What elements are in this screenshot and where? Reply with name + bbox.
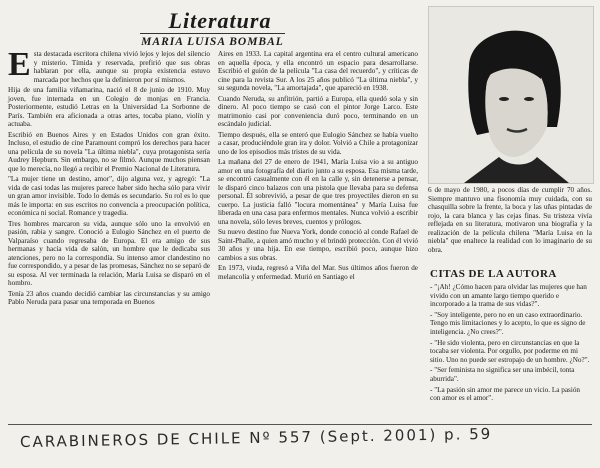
handwritten-source-note: CARABINEROS DE CHILE Nº 557 (Sept. 2001) p. 59 xyxy=(19,424,493,452)
quote-item: - "Soy inteligente, pero no en un caso extraordinario. Tengo mis limitaciones y lo acepto, lo que es signo de inteligencia. ¿No crees?". xyxy=(430,310,586,336)
section-title: Literatura xyxy=(168,8,272,33)
quote-item: - "Ser feminista no significa ser una imbécil, tonta aburrida". xyxy=(430,366,575,383)
paragraph: Escribió en Buenos Aires y en Estados Unidos con gran éxito. Incluso, el estudio de cine Paramount compró los derechos para hacer una película de su novela "La última niebla", cuya protagonista sería Audrey Hepburn. Sin embargo, no se filmó. Aunque muchos piensan que lo merecía, no llegó a recibir el Premio Nacional de Literatura. xyxy=(8,130,210,173)
paragraph: Hija de una familia viñamarina, nació el 8 de junio de 1910. Muy joven, fue internada en un Colegio de monjas en Francia. Posteriormente, estudió Letras en la Universidad La Sorbonne de París. También era aficionada a otras artes, tocaba piano, violín y actuaba. xyxy=(8,86,210,128)
quotes-list xyxy=(430,283,592,405)
paragraph: En 1973, viuda, regresó a Viña del Mar. Sus últimos años fueron de melancolía y enfermedad. Murió en Santiago el xyxy=(218,264,418,281)
paragraph: Tres hombres marcaron su vida, aunque sólo uno la envolvió en pasión, rabia y sangre. Conoció a Eulogio Sánchez en el puerto de Valparaíso cuando regresaba de Europa. El era amigo de sus hermanas y hacía vida de salón, un hombre que le dedicaba sus atenciones, pero no la correspondía. Su intenso amor clandestino no fue correspondido, y a pesar de las promesas, Sánchez no se separó de su esposa. Al ver terminada la relación, María Luisa se disparó en el hombro. xyxy=(8,219,210,287)
author-name: MARIA LUISA BOMBAL xyxy=(141,36,284,48)
quote-item: - "He sido violenta, pero en circunstancias en que la tocaba ser violenta. Por orgullo, por poderme en mi sitio. Uno no puede ser estropajo de un hombre. ¿No?". xyxy=(430,338,590,364)
paragraph: "La mujer tiene un destino, amor", dijo alguna vez, y agregó: "La vida de casi todas las mujeres parece haber sido hecha sólo para vivir un gran amor invisible. Todo lo demás es secundario. Su rol es lo que más le importa: en sus escritos no convencía a preocupación política, económica ni social. Romance y tragedia. xyxy=(8,175,210,217)
paragraph: Esta destacada escritora chilena vivió lejos y lejos del silencio y misterio. Tímida y reservada, prefirió que sus obras hablaran por ella, aunque su propia existencia estuvo marcada por hechos que la definieron por sí mismos. xyxy=(8,46,210,84)
paragraph: Cuando Neruda, su anfitrión, partió a Europa, ella quedó sola y sin dinero. Al poco tiempo se casó con el pintor Jorge Larco. Este matrimonio casi por conveniencia duró poco, terminando en un escándalo judicial. xyxy=(218,94,418,128)
paragraph: La mañana del 27 de enero de 1941, María Luisa vio a su antiguo amor en una fotografía del diario junto a su esposa. Esa misma tarde, se encontró casualmente con él en la calle y, sin detenerse a pensar, le disparó cinco balazos con una pistola que llevaba para su defensa personal. Él sobrevivió, a pesar de que tres proyectiles dieron en su cuerpo. La justicia falló "locura momentánea" y María Luisa fue liberada en una casa para enfermos mentales. Nunca volvió a escribir una novela, sólo leves breves, cuentos y prólogos. xyxy=(218,158,418,226)
paragraph: Tenía 23 años cuando decidió cambiar las circunstancias y su amigo Pablo Neruda para pasar una temporada en Buenos xyxy=(8,289,210,306)
quotes-heading: CITAS DE LA AUTORA xyxy=(430,268,557,280)
article-column-1 xyxy=(8,46,210,424)
paragraph: Aires en 1933. La capital argentina era el centro cultural americano en aquella época, y ella encontró un espacio para desarrollarse. Escribió el guión de la película "La casa del recuerdo", y críticas de cine para la revista Sur. A los 25 años publicó "La última niebla", y su segunda novela, "La amortajada", que apareció en 1938. xyxy=(218,50,418,92)
article-column-2 xyxy=(218,50,418,424)
quote-item: - "¡Ah! ¿Cómo hacen para olvidar las mujeres que han vivido con un amante largo tiempo querido e incorporado a la trama de sus vidas?". xyxy=(430,283,587,309)
paragraph: Su nuevo destino fue Nueva York, donde conoció al conde Rafael de Saint-Phalle, a quien amó mucho y el brindó protección. Con él vivió 30 años y una hija. En ese tiempo, escribió poco, aunque hizo cambios a sus obras. xyxy=(218,228,418,262)
title-rule xyxy=(140,33,285,34)
quote-item: - "La pasión sin amor me parece un vicio. La pasión con amor es el amor". xyxy=(430,385,581,403)
drop-cap: E xyxy=(8,46,31,83)
paragraph: Tiempo después, ella se enteró que Eulogio Sánchez se había vuelto a casar, produciéndole gran ira y dolor. Volvió a Chile a protagonizar uno de los episodios más tristes de su vida. xyxy=(218,130,418,156)
author-portrait xyxy=(428,6,594,184)
portrait-drawing xyxy=(429,7,593,183)
article-column-3: 6 de mayo de 1980, a pocos días de cumplir 70 años. Siempre mantuvo una fisonomía muy cuidada, con su chasquilla sobre la frente, la boca y las uñas pintadas de rojo, la cara blanca y las cejas finas. Su tristeza vivía reflejada en su literatura, motivaron una biografía y la realización de la película chilena "María Luisa en la niebla" que enaltece la realidad con lo imaginario de su obra. xyxy=(428,186,592,254)
